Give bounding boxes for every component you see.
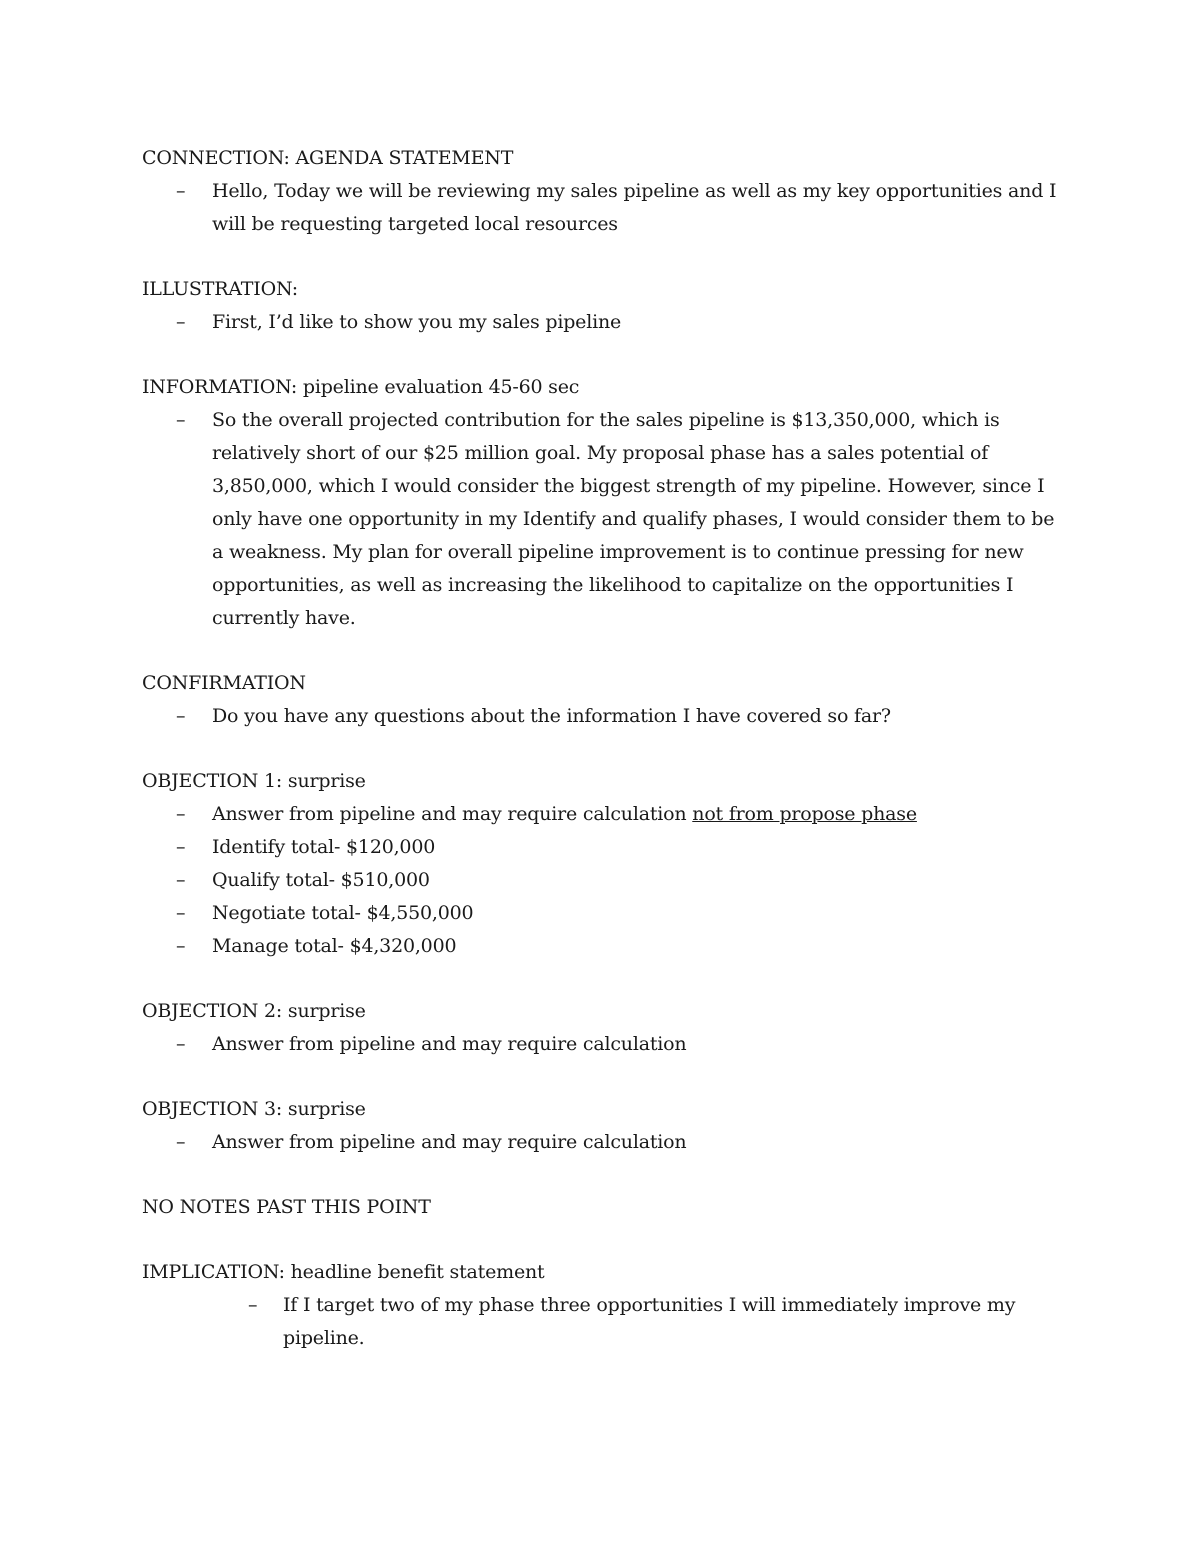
list-item bbox=[142, 1028, 1062, 1061]
list-item bbox=[142, 306, 1062, 339]
section-heading: ILLUSTRATION: bbox=[142, 278, 298, 300]
section-objection-1 bbox=[142, 765, 1062, 963]
dash-bullet-icon: – bbox=[176, 409, 186, 431]
section-implication bbox=[142, 1256, 1062, 1355]
section-no-notes bbox=[142, 1191, 1062, 1224]
bullet-list bbox=[142, 1028, 1062, 1061]
bullet-text: Do you have any questions about the information I have covered so far? bbox=[212, 705, 891, 727]
list-item bbox=[142, 700, 1062, 733]
list-item bbox=[142, 831, 1062, 864]
list-item bbox=[142, 897, 1062, 930]
dash-bullet-icon: – bbox=[176, 902, 186, 924]
bullet-list bbox=[142, 798, 1062, 963]
section-objection-2 bbox=[142, 995, 1062, 1061]
bullet-text: Identify total- $120,000 bbox=[212, 836, 436, 858]
section-heading: CONNECTION: AGENDA STATEMENT bbox=[142, 147, 514, 169]
section-heading: IMPLICATION: headline benefit statement bbox=[142, 1261, 545, 1283]
list-item bbox=[142, 798, 1062, 831]
dash-bullet-icon: – bbox=[176, 935, 186, 957]
section-objection-3 bbox=[142, 1093, 1062, 1159]
section-information bbox=[142, 371, 1062, 635]
section-connection bbox=[142, 142, 1062, 241]
list-item bbox=[142, 175, 1062, 241]
dash-bullet-icon: – bbox=[176, 1033, 186, 1055]
bullet-text: Manage total- $4,320,000 bbox=[212, 935, 457, 957]
section-heading: OBJECTION 1: surprise bbox=[142, 770, 366, 792]
list-item bbox=[142, 404, 1062, 635]
bullet-text: Negotiate total- $4,550,000 bbox=[212, 902, 474, 924]
bullet-list bbox=[142, 700, 1062, 733]
section-illustration bbox=[142, 273, 1062, 339]
bullet-list bbox=[142, 1289, 1062, 1355]
dash-bullet-icon: – bbox=[176, 869, 186, 891]
dash-bullet-icon: – bbox=[248, 1294, 258, 1316]
bullet-list bbox=[142, 175, 1062, 241]
dash-bullet-icon: – bbox=[176, 836, 186, 858]
dash-bullet-icon: – bbox=[176, 1131, 186, 1153]
section-heading: OBJECTION 3: surprise bbox=[142, 1098, 366, 1120]
bullet-text: Hello, Today we will be reviewing my sales pipeline as well as my key opportunities and I will be requesting targeted local resources bbox=[212, 180, 1057, 235]
underlined-note: not from propose phase bbox=[692, 803, 917, 825]
list-item bbox=[142, 1289, 1062, 1355]
section-confirmation bbox=[142, 667, 1062, 733]
dash-bullet-icon: – bbox=[176, 311, 186, 333]
bullet-text: Answer from pipeline and may require calculation bbox=[212, 803, 693, 825]
list-item bbox=[142, 930, 1062, 963]
bullet-text: Qualify total- $510,000 bbox=[212, 869, 430, 891]
bullet-text: So the overall projected contribution for the sales pipeline is $13,350,000, which is relatively short of our $25 million goal. My proposal phase has a sales potential of 3,850,000, which I would consider the biggest strength of my pipeline. However, since I only have one opportunity in my Identify and qualify phases, I would consider them to be a weakness. My plan for overall pipeline improvement is to continue pressing for new opportunities, as well as increasing the likelihood to capitalize on the opportunities I currently have. bbox=[212, 409, 1055, 629]
bullet-list bbox=[142, 1126, 1062, 1159]
list-item bbox=[142, 864, 1062, 897]
dash-bullet-icon: – bbox=[176, 180, 186, 202]
bullet-text: First, I’d like to show you my sales pipeline bbox=[212, 311, 622, 333]
section-heading: OBJECTION 2: surprise bbox=[142, 1000, 366, 1022]
list-item bbox=[142, 1126, 1062, 1159]
section-heading: NO NOTES PAST THIS POINT bbox=[142, 1196, 431, 1218]
document-body bbox=[142, 142, 1062, 1387]
bullet-text: Answer from pipeline and may require calculation bbox=[212, 1033, 687, 1055]
bullet-text: Answer from pipeline and may require calculation bbox=[212, 1131, 687, 1153]
dash-bullet-icon: – bbox=[176, 803, 186, 825]
section-heading: INFORMATION: pipeline evaluation 45-60 sec bbox=[142, 376, 580, 398]
section-heading: CONFIRMATION bbox=[142, 672, 306, 694]
bullet-list bbox=[142, 306, 1062, 339]
dash-bullet-icon: – bbox=[176, 705, 186, 727]
bullet-text: If I target two of my phase three opportunities I will immediately improve my pipeline. bbox=[283, 1294, 1016, 1349]
bullet-list bbox=[142, 404, 1062, 635]
